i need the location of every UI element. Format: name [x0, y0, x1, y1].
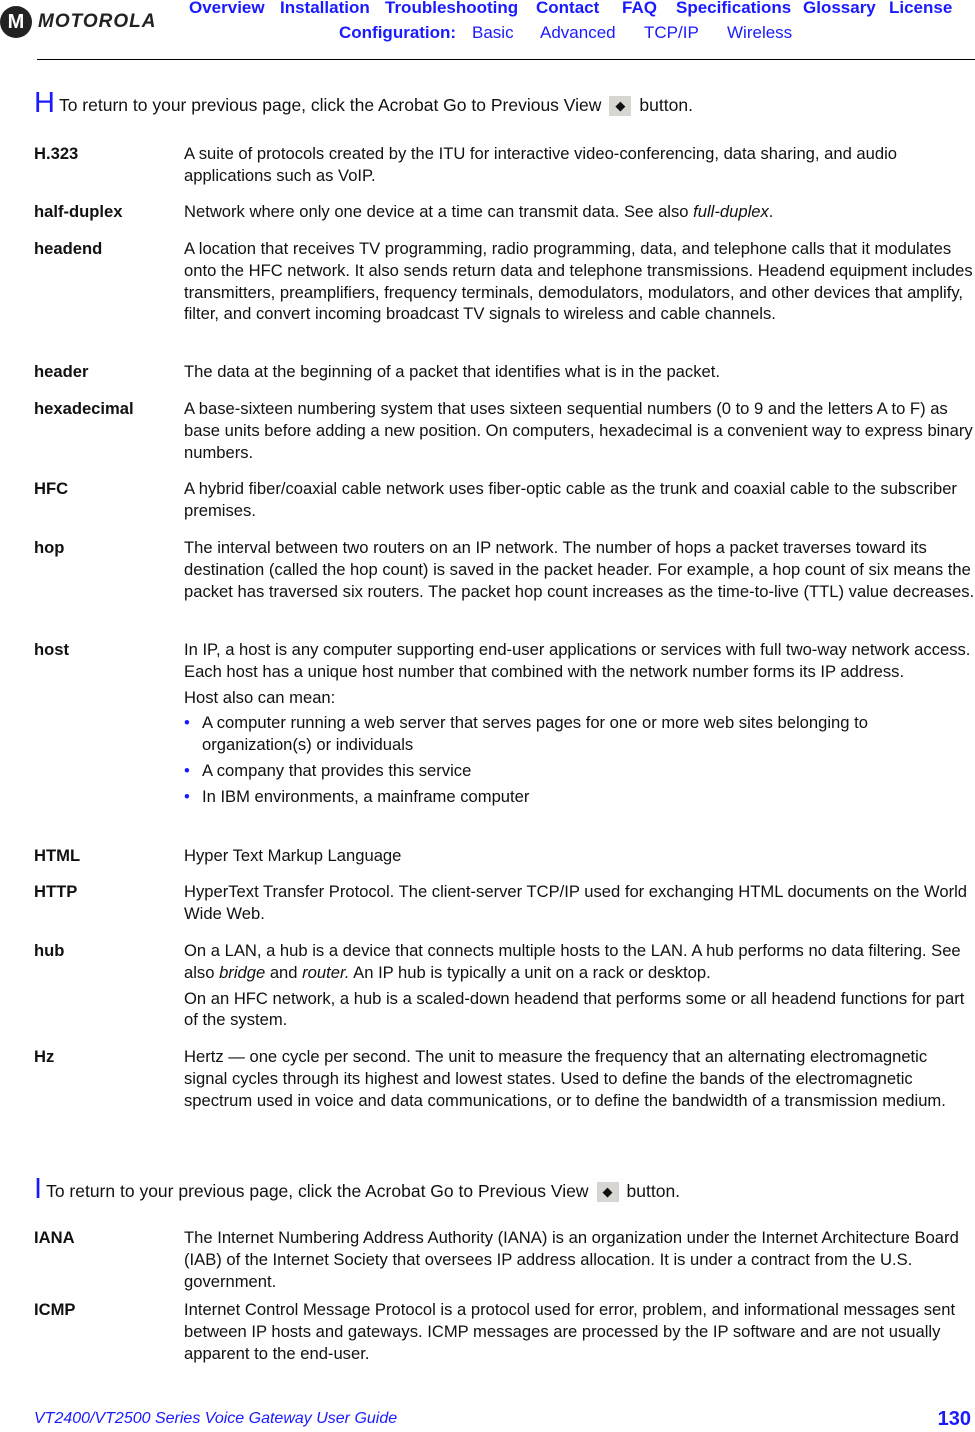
header-divider — [37, 59, 975, 60]
glossary-entry: ICMP Internet Control Message Protocol is a protocol used for error, problem, and informational messages sent between IP hosts and gateways. ICMP messages are processed by the IP software and are not usually apparent to the end-user. — [34, 1300, 956, 1363]
footer-title: VT2400/VT2500 Series Voice Gateway User Guide — [34, 1410, 398, 1427]
glossary-entry: H.323 A suite of protocols created by the ITU for interactive video-conferencing, data sharing, and audio applications such as VoIP. — [34, 144, 898, 185]
nav-advanced[interactable]: Advanced — [540, 23, 616, 42]
section-i-header: I To return to your previous page, click the Acrobat Go to Previous View ◆ button. — [34, 1173, 681, 1205]
glossary-entry: IANA The Internet Numbering Address Authority (IANA) is an organization under the Internet Architecture Board (IAB) of the Internet Society that oversees IP address allocation. It is under a contract from the U.S. government. — [34, 1228, 959, 1291]
nav-wireless[interactable]: Wireless — [727, 23, 793, 42]
config-label: Configuration: — [339, 23, 457, 42]
nav-faq[interactable]: FAQ — [622, 0, 657, 17]
link-bridge[interactable]: bridge — [219, 962, 266, 982]
glossary-entry: HTTP HyperText Transfer Protocol. The client-server TCP/IP used for exchanging HTML documents on the World Wide Web. — [34, 882, 968, 923]
glossary-entry: HTML Hyper Text Markup Language — [34, 846, 402, 865]
nav-troubleshooting[interactable]: Troubleshooting — [385, 0, 519, 17]
nav-basic[interactable]: Basic — [472, 23, 514, 42]
glossary-entry: hexadecimal A base-sixteen numbering system that uses sixteen sequential numbers (0 to 9 and the letters A to F) as base units before adding a new position. On computers, hexadecimal is a convenient way to express binary numbers. — [34, 399, 973, 462]
nav-installation[interactable]: Installation — [280, 0, 370, 17]
nav-contact[interactable]: Contact — [536, 0, 600, 17]
link-full-duplex[interactable]: full-duplex — [693, 202, 769, 221]
nav-tcpip[interactable]: TCP/IP — [644, 23, 699, 42]
glossary-entry: header The data at the beginning of a packet that identifies what is in the packet. — [34, 362, 720, 381]
nav-overview[interactable]: Overview — [189, 0, 265, 17]
glossary-entry: hop The interval between two routers on an IP network. The number of hops a packet traverses toward its destination (called the hop count) is saved in the packet header. For example, a hop count of six means the packet has traversed six routers. The packet hop count increases as the time-to-live (TTL) value decreases. — [34, 538, 975, 601]
glossary-entry: host In IP, a host is any computer supporting end-user applications or services with full two-way network access. Each host has a unique host number that combined with the network number forms its IP address. Host also can mean: • A computer running a web server that serves pages for one or more web sites belonging to organization(s) or individuals • A company that provides this service • In IBM environments, a mainframe computer — [34, 639, 975, 812]
bullet-item: • In IBM environments, a mainframe computer — [184, 786, 530, 806]
nav-glossary[interactable]: Glossary — [803, 0, 876, 17]
page-number: 130 — [937, 1408, 971, 1430]
glossary-entry: half-duplex Network where only one device at a time can transmit data. See also full-duplex. — [34, 202, 774, 221]
glossary-entry: HFC A hybrid fiber/coaxial cable network uses fiber-optic cable as the trunk and coaxial cable to the subscriber premises. — [34, 479, 957, 520]
bullet-item: • A computer running a web server that serves pages for one or more web sites belonging to organization(s) or individuals — [184, 713, 868, 755]
bullet-item: • A company that provides this service — [184, 760, 472, 780]
previous-view-icon[interactable]: ◆ — [609, 96, 631, 116]
previous-view-icon[interactable]: ◆ — [597, 1182, 619, 1202]
link-router[interactable]: router. — [302, 962, 350, 982]
motorola-logo: M MOTOROLA — [0, 6, 156, 38]
section-h-header: H To return to your previous page, click the Acrobat Go to Previous View ◆ button. — [34, 87, 693, 119]
nav-specifications[interactable]: Specifications — [676, 0, 792, 17]
glossary-entry: hub On a LAN, a hub is a device that connects multiple hosts to the LAN. A hub performs no data filtering. See also bridge and router. An IP hub is typically a unit on a rack or desktop. On an HFC network, a hub is a scaled-down headend that performs some or all headend functions for part of the system. — [34, 941, 965, 1030]
nav-license[interactable]: License — [889, 0, 953, 17]
motorola-emblem-icon: M — [0, 6, 32, 38]
glossary-entry: headend A location that receives TV programming, radio programming, data, and telephone calls that it modulates onto the HFC network. It also sends return data and telephone transmissions. Headend equipment includes transmitters, preamplifiers, frequency terminals, demodulators, modulators, and other devices that amplify, filter, and convert incoming broadcast TV signals to wireless and cable channels. — [34, 239, 973, 324]
glossary-entry: Hz Hertz — one cycle per second. The unit to measure the frequency that an alternating electromagnetic signal cycles through its highest and lowest states. Used to define the bands of the electromagnetic spectrum used in voice and data communications, or to define the bandwidth of a transmission medium. — [34, 1047, 946, 1110]
